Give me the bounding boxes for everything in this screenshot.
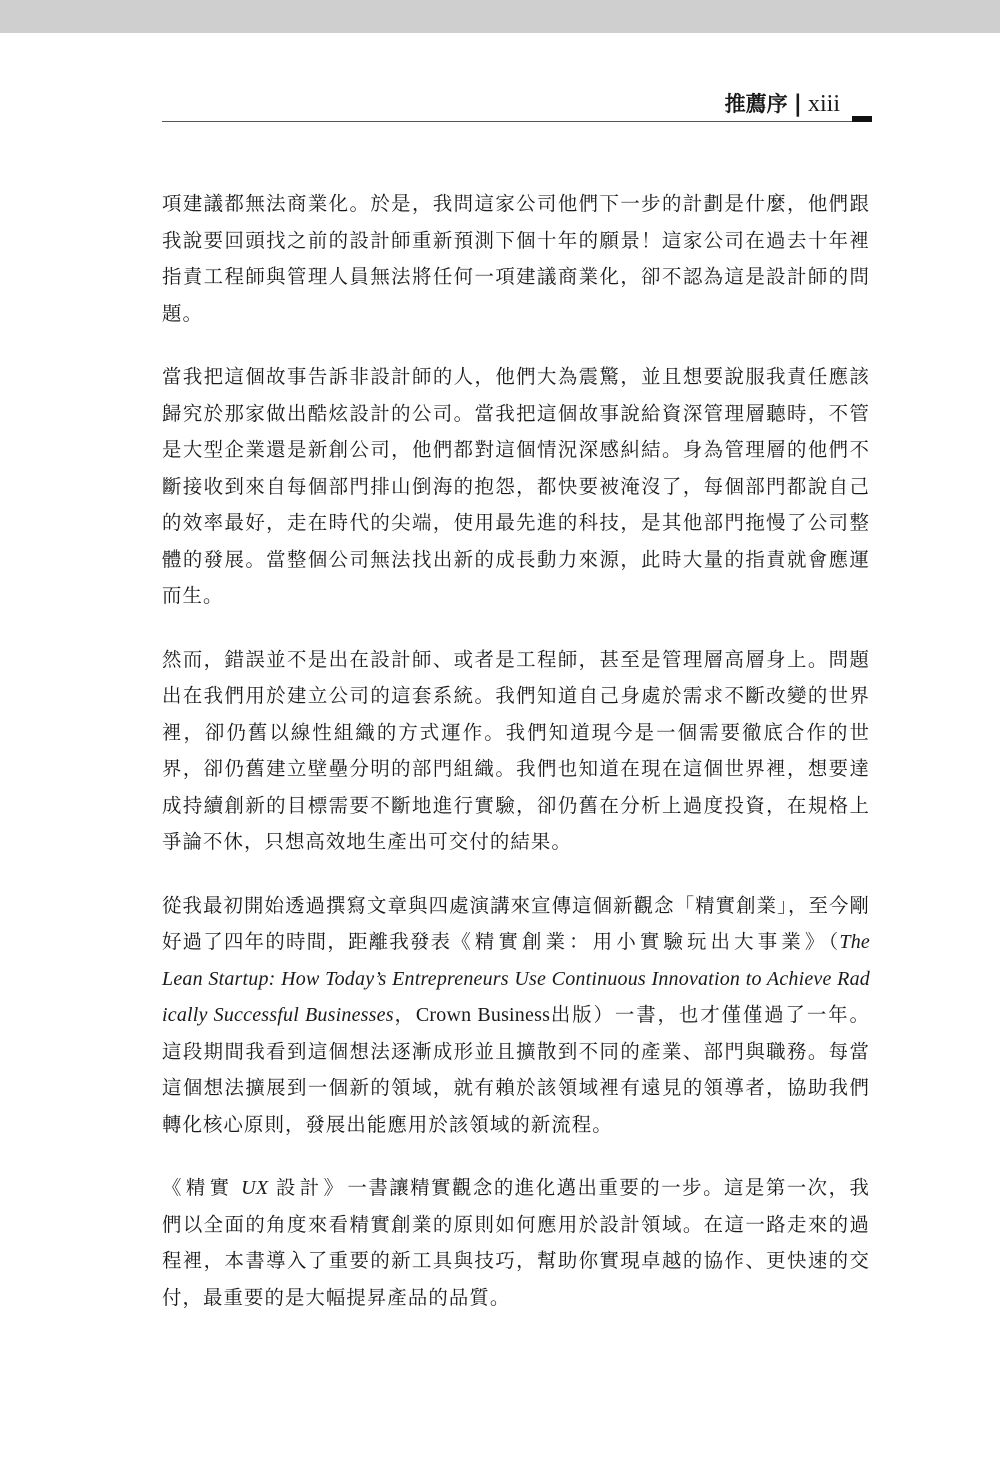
- paragraph-2: 當我把這個故事告訴非設計師的人，他們大為震驚，並且想要說服我責任應該歸究於那家做出酷炫設計的公司。當我把這個故事說給資深管理層聽時，不管是大型企業還是新創公司，他們都對這個情況深感糾結。身為管理層的他們不斷接收到來自每個部門排山倒海的抱怨，都快要被淹沒了，每個部門都說自己的效率最好，走在時代的尖端，使用最先進的科技，是其他部門拖慢了公司整體的發展。當整個公司無法找出新的成長動力來源，此時大量的指責就會應運而生。: [162, 365, 870, 607]
- book-title-open: 《精實: [162, 1176, 234, 1199]
- header-rule: [162, 121, 870, 122]
- paragraph-4-text-b: 出版）一書，也才僅僅過了一年。這段期間我看到這個想法逐漸成形並且擴散到不同的產業、部門與職務。每當這個想法擴展到一個新的領域，就有賴於該領域裡有遠見的領導者，協助我們轉化核心原則，發展出能應用於該領域的新流程。: [162, 1003, 870, 1136]
- page-header: [162, 80, 870, 120]
- book-title-en: The Lean Startup: How Today’s Entrepreneurs Use Continuous Innovation to Achieve Radically Successful Businesses: [162, 931, 870, 1026]
- header-separator: |: [793, 91, 802, 117]
- book-title-close: 設計》: [275, 1176, 348, 1199]
- paragraph-5: [162, 1170, 870, 1316]
- paren-open: （: [828, 930, 840, 953]
- paragraph-3: 然而，錯誤並不是出在設計師、或者是工程師，甚至是管理層高層身上。問題出在我們用於建立公司的這套系統。我們知道自己身處於需求不斷改變的世界裡，卻仍舊以線性組織的方式運作。我們知道現今是一個需要徹底合作的世界，卻仍舊建立壁壘分明的部門組織。我們也知道在現在這個世界裡，想要達成持續創新的目標需要不斷地進行實驗，卻仍舊在分析上過度投資，在規格上爭論不休，只想高效地生產出可交付的結果。: [162, 647, 870, 853]
- header-thumb-mark: [852, 116, 872, 122]
- body-text: [162, 186, 870, 1316]
- paragraph-4: [162, 888, 870, 1144]
- comma: ，: [393, 1003, 416, 1026]
- header-title: 推薦序: [724, 92, 788, 116]
- page-number: xiii: [807, 91, 840, 117]
- paragraph-4-text-a: 從我最初開始透過撰寫文章與四處演講來宣傳這個新觀念「精實創業」，至今剛好過了四年的時間，距離我發表: [162, 893, 870, 953]
- book-title-ux: UX: [241, 1177, 269, 1199]
- paragraph-5-text: 一書讓精實觀念的進化邁出重要的一步。這是第一次，我們以全面的角度來看精實創業的原則如何應用於設計領域。在這一路走來的過程裡，本書導入了重要的新工具與技巧，幫助你實現卓越的協作、更快速的交付，最重要的是大幅提昇產品的品質。: [162, 1176, 871, 1309]
- paragraph-1: 項建議都無法商業化。於是，我問這家公司他們下一步的計劃是什麼，他們跟我說要回頭找之前的設計師重新預測下個十年的願景！這家公司在過去十年裡指責工程師與管理人員無法將任何一項建議商業化，卻不認為這是設計師的問題。: [162, 192, 870, 325]
- publisher-name: Crown Business: [415, 1004, 551, 1026]
- running-header: [725, 90, 840, 118]
- top-gray-band: [0, 0, 1000, 33]
- book-title-zh: 《精實創業：用小實驗玩出大事業》: [451, 930, 829, 953]
